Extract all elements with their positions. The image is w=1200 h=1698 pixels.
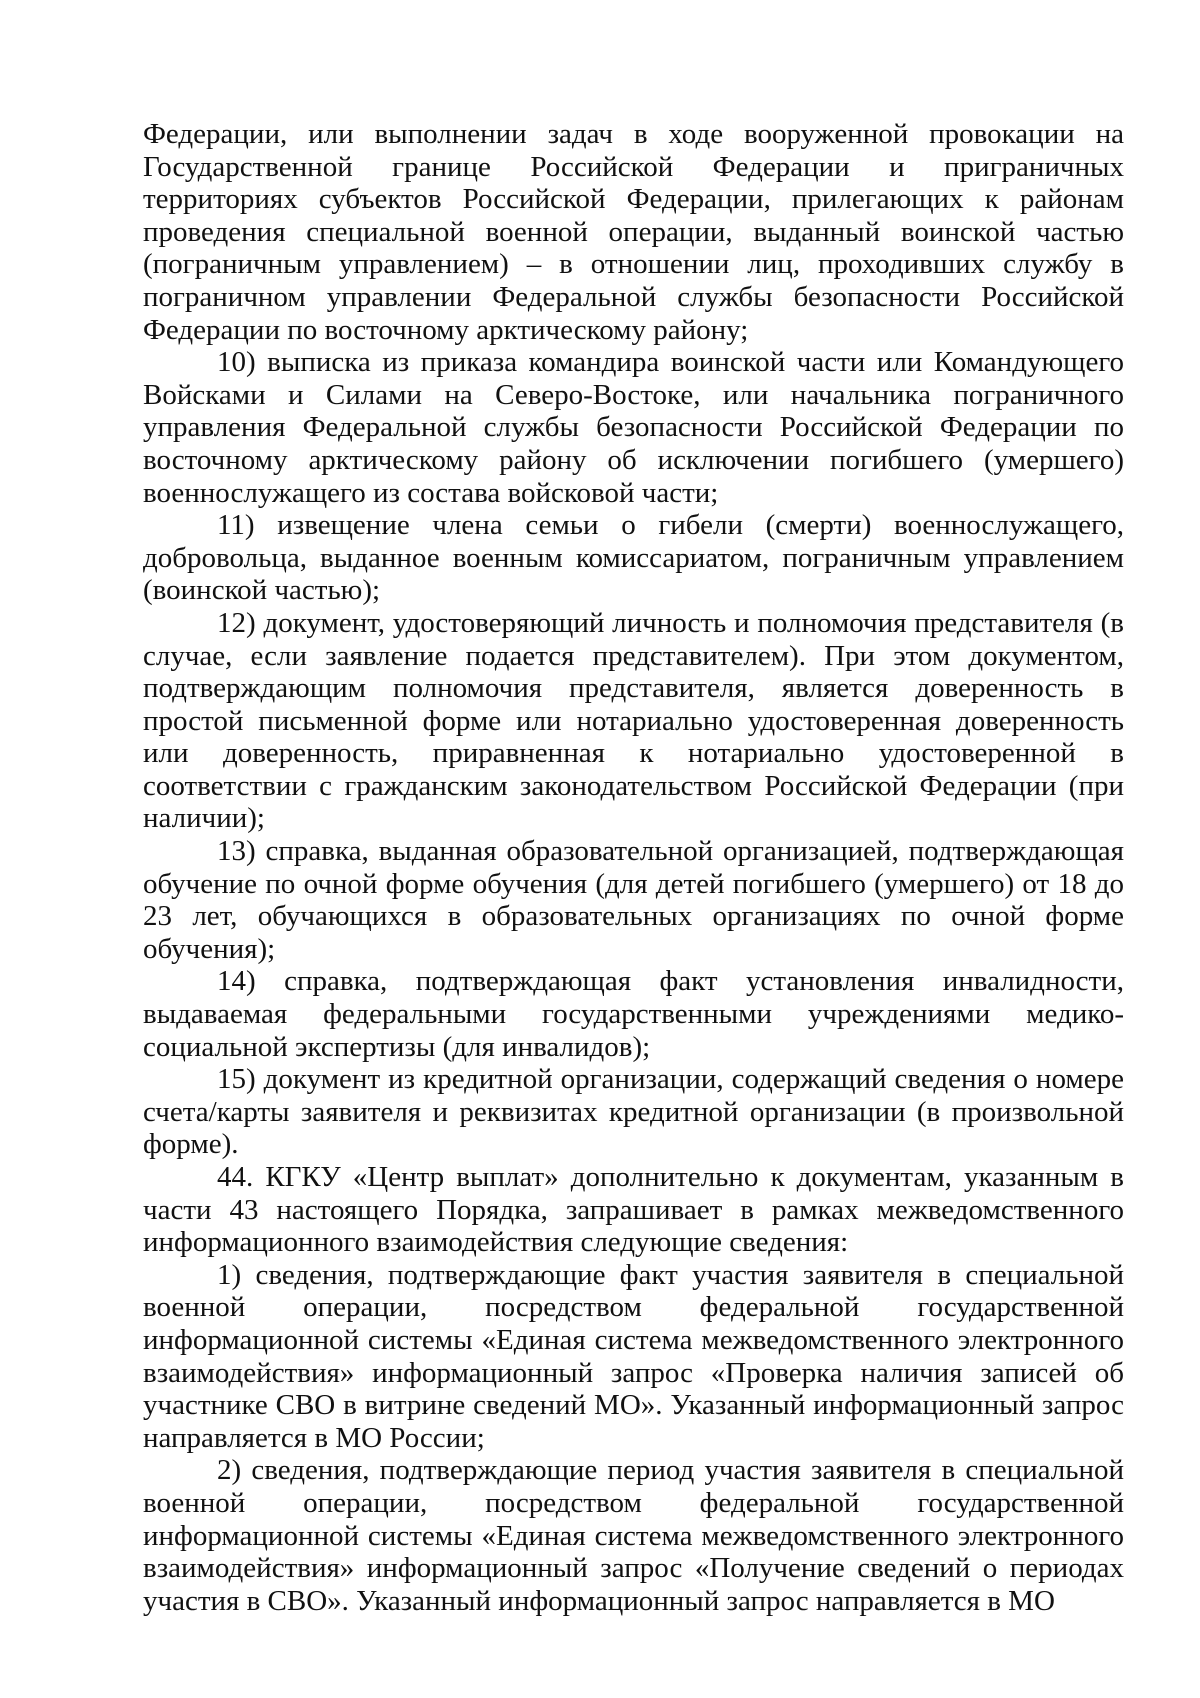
paragraph-item-13: 13) справка, выданная образовательной организацией, подтверждающая обучение по очной форме обучения (для детей погибшего (умершего) от 18 до 23 лет, обучающихся в образовательных организациях по очной форме обучения); bbox=[143, 835, 1124, 965]
paragraph-subitem-2: 2) сведения, подтверждающие период участия заявителя в специальной военной операции, посредством федеральной государственной информационной системы «Единая система межведомственного электронного взаимодействия» информационный запрос «Получение сведений о периодах участия в СВО». Указанный информационный запрос направляется в МО bbox=[143, 1454, 1124, 1617]
document-body bbox=[143, 118, 1124, 1617]
paragraph-item-15: 15) документ из кредитной организации, содержащий сведения о номере счета/карты заявителя и реквизитах кредитной организации (в произвольной форме). bbox=[143, 1063, 1124, 1161]
paragraph-subitem-1: 1) сведения, подтверждающие факт участия заявителя в специальной военной операции, посредством федеральной государственной информационной системы «Единая система межведомственного электронного взаимодействия» информационный запрос «Проверка наличия записей об участнике СВО в витрине сведений МО». Указанный информационный запрос направляется в МО России; bbox=[143, 1258, 1124, 1454]
paragraph-continuation: Федерации, или выполнении задач в ходе вооруженной провокации на Государственной границе Российской Федерации и приграничных территориях субъектов Российской Федерации, прилегающих к районам проведения специальной военной операции, выданный воинской частью (пограничным управлением) – в отношении лиц, проходивших службу в пограничном управлении Федеральной службы безопасности Российской Федерации по восточному арктическому району; bbox=[143, 118, 1124, 346]
paragraph-item-12: 12) документ, удостоверяющий личность и полномочия представителя (в случае, если заявление подается представителем). При этом документом, подтверждающим полномочия представителя, является доверенность в простой письменной форме или нотариально удостоверенная доверенность или доверенность, приравненная к нотариально удостоверенной в соответствии с гражданским законодательством Российской Федерации (при наличии); bbox=[143, 606, 1124, 835]
paragraph-section-44: 44. КГКУ «Центр выплат» дополнительно к документам, указанным в части 43 настоящего Порядка, запрашивает в рамках межведомственного информационного взаимодействия следующие сведения: bbox=[143, 1161, 1124, 1259]
paragraph-item-10: 10) выписка из приказа командира воинской части или Командующего Войсками и Силами на Северо-Востоке, или начальника пограничного управления Федеральной службы безопасности Российской Федерации по восточному арктическому району об исключении погибшего (умершего) военнослужащего из состава войсковой части; bbox=[143, 346, 1124, 509]
paragraph-item-14: 14) справка, подтверждающая факт установления инвалидности, выдаваемая федеральными государственными учреждениями медико-социальной экспертизы (для инвалидов); bbox=[143, 965, 1124, 1063]
paragraph-item-11: 11) извещение члена семьи о гибели (смерти) военнослужащего, добровольца, выданное военным комиссариатом, пограничным управлением (воинской частью); bbox=[143, 509, 1124, 607]
